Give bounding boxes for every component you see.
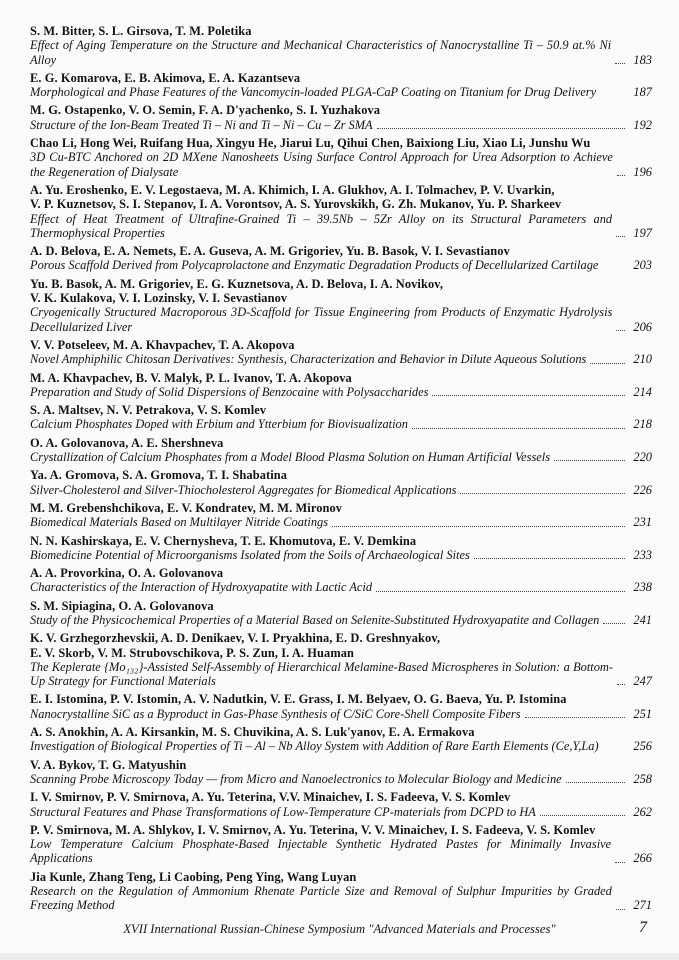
- entry-title-row: [30, 707, 652, 721]
- entry-page-number: 203: [633, 258, 652, 273]
- entry-title: Preparation and Study of Solid Dispersions of Benzocaine with Polysaccharides: [30, 384, 429, 399]
- entry-authors: Yu. B. Basok, A. M. Grigoriev, E. G. Kuznetsova, A. D. Belova, I. A. Novikov,: [30, 276, 444, 291]
- entry-authors: M. A. Khavpachev, B. V. Malyk, P. L. Ivanov, T. A. Akopova: [30, 370, 352, 385]
- entry-title-row: [30, 385, 652, 399]
- toc-entry: [30, 599, 652, 628]
- entry-title: Characteristics of the Interaction of Hydroxyapatite with Lactic Acid: [30, 580, 373, 595]
- dot-leader: [540, 815, 625, 816]
- toc-entry: [30, 244, 652, 273]
- entry-authors: K. V. Grzhegorzhevskii, A. D. Denikaev, V. I. Pryakhina, E. D. Greshnyakov,: [30, 631, 441, 646]
- entry-title-row: [30, 417, 652, 431]
- entry-authors: P. V. Smirnova, M. A. Shlykov, I. V. Smirnov, A. Yu. Teterina, V. V. Minaichev, I. S. Fadeeva, V. S. Komlev: [30, 822, 596, 837]
- entry-authors: A. A. Provorkina, O. A. Golovanova: [30, 566, 224, 581]
- entry-title-row: [30, 884, 652, 913]
- entry-page-number: 271: [633, 898, 652, 913]
- entry-title: Silver-Cholesterol and Silver-Thiocholesterol Aggregates for Biomedical Applications: [30, 482, 457, 497]
- entry-title-row: [30, 352, 652, 366]
- entry-title-row: [30, 118, 652, 132]
- entry-title: Cryogenically Structured Macroporous 3D-Scaffold for Tissue Engineering from Products of Enzymatic Hydrolysis Decellularized Liver: [30, 305, 613, 334]
- entry-authors: V. K. Kulakova, V. I. Lozinsky, V. I. Sevastianov: [30, 291, 288, 306]
- dot-leader: [525, 717, 625, 718]
- entry-authors: V. A. Bykov, T. G. Matyushin: [30, 757, 187, 772]
- entry-title: Biomedical Materials Based on Multilayer Nitride Coatings: [30, 515, 329, 530]
- entry-authors: E. G. Komarova, E. B. Akimova, E. A. Kazantseva: [30, 70, 301, 85]
- dot-leader: [460, 493, 625, 494]
- entry-authors: E. V. Skorb, V. M. Strubovschikova, P. S. Zun, I. A. Huaman: [30, 645, 355, 660]
- entry-authors: E. I. Istomina, P. V. Istomin, A. V. Nadutkin, V. E. Grass, I. M. Belyaev, O. G. Baeva, Yu. P. Istomina: [30, 692, 567, 707]
- entry-title-row: [30, 38, 652, 67]
- entry-title: Structure of the Ion-Beam Treated Ti – Ni and Ti – Ni – Cu – Zr SMA: [30, 117, 373, 132]
- toc-entry: [30, 24, 652, 67]
- entry-authors: A. S. Anokhin, A. A. Kirsankin, M. S. Chuvikina, A. S. Luk'yanov, E. A. Ermakova: [30, 725, 475, 740]
- entry-page-number: 206: [633, 319, 652, 334]
- dot-leader: [376, 591, 625, 592]
- entry-title: Crystallization of Calcium Phosphates from a Model Blood Plasma Solution on Human Artificial Vessels: [30, 450, 551, 465]
- entry-page-number: 233: [633, 547, 652, 562]
- entry-authors: S. M. Sipiagina, O. A. Golovanova: [30, 598, 214, 613]
- toc-entry: [30, 758, 652, 787]
- entry-title: Porous Scaffold Derived from Polycaprolactone and Enzymatic Degradation Products of Decellularized Cartilage: [30, 258, 599, 273]
- toc-entry: [30, 403, 652, 432]
- entry-title-row: [30, 805, 652, 819]
- entry-authors: O. A. Golovanova, A. E. Shershneva: [30, 435, 224, 450]
- toc-entry: [30, 870, 652, 913]
- toc-entries: [30, 24, 652, 913]
- entry-title: Morphological and Phase Features of the Vancomycin-loaded PLGA-CaP Coating on Titanium for Drug Delivery: [30, 85, 597, 100]
- toc-entry: [30, 692, 652, 721]
- toc-entry: [30, 436, 652, 465]
- entry-page-number: 262: [633, 804, 652, 819]
- entry-title-row: [30, 772, 652, 786]
- entry-title: The Keplerate {Mo₁₃₂}-Assisted Self-Assembly of Hierarchical Melamine-Based Microspheres in Solution: a Bottom-Up Strategy for Functional Materials: [30, 659, 613, 689]
- dot-leader: [432, 395, 625, 396]
- toc-entry: [30, 338, 652, 367]
- entry-authors: S. M. Bitter, S. L. Girsova, T. M. Poletika: [30, 24, 252, 38]
- entry-page-number: 214: [633, 384, 652, 399]
- entry-title: Investigation of Biological Properties of Ti – Al – Nb Alloy System with Addition of Rare Earth Elements (Ce,Y,La): [30, 739, 599, 754]
- entry-title: Study of the Physicochemical Properties of a Material Based on Selenite-Substituted Hydroxyapatite and Collagen: [30, 612, 600, 627]
- toc-entry: [30, 277, 652, 334]
- toc-entry: [30, 136, 652, 179]
- dot-leader: [566, 782, 625, 783]
- entry-title-row: [30, 305, 652, 334]
- entry-authors: I. V. Smirnov, P. V. Smirnova, A. Yu. Teterina, V.V. Minaichev, I. S. Fadeeva, V. S. Komlev: [30, 790, 511, 805]
- toc-entry: [30, 790, 652, 819]
- entry-page-number: 220: [633, 450, 652, 465]
- dot-leader: [377, 128, 625, 129]
- entry-authors: S. A. Maltsev, N. V. Petrakova, V. S. Komlev: [30, 403, 267, 418]
- entry-title-row: [30, 515, 652, 529]
- dot-leader: [616, 236, 625, 237]
- entry-authors: Ya. A. Gromova, S. A. Gromova, T. I. Shabatina: [30, 468, 288, 483]
- entry-authors: Chao Li, Hong Wei, Ruifang Hua, Xingyu He, Jiarui Lu, Qihui Chen, Baixiong Liu, Xiao Li, Junshu Wu: [30, 136, 591, 151]
- dot-leader: [554, 460, 625, 461]
- entry-title: Low Temperature Calcium Phosphate-Based Injectable Synthetic Hydrated Pastes for Minimally Invasive Applications: [30, 837, 612, 866]
- entry-title: Effect of Heat Treatment of Ultrafine-Grained Ti – 39.5Nb – 5Zr Alloy on its Structural Parameters and Thermophysical Properties: [30, 211, 613, 240]
- entry-title: Structural Features and Phase Transformations of Low-Temperature CP-materials from DCPD to HA: [30, 804, 536, 819]
- toc-entry: [30, 501, 652, 530]
- entry-page-number: 187: [633, 85, 652, 100]
- entry-authors: V. V. Potseleev, M. A. Khavpachev, T. A. Akopova: [30, 337, 295, 352]
- toc-entry: [30, 183, 652, 240]
- entry-page-number: 192: [633, 117, 652, 132]
- toc-entry: [30, 566, 652, 595]
- entry-title: Scanning Probe Microscopy Today — from Micro and Nanoelectronics to Molecular Biology and Medicine: [30, 771, 562, 786]
- entry-page-number: 210: [633, 352, 652, 367]
- page-footer: [0, 919, 679, 942]
- entry-page-number: 183: [633, 52, 652, 67]
- toc-entry: [30, 534, 652, 563]
- dot-leader: [616, 330, 625, 331]
- entry-title-row: [30, 483, 652, 497]
- entry-title: Nanocrystalline SiC as a Byproduct in Gas-Phase Synthesis of C/SiC Core-Shell Composite Fibers: [30, 706, 521, 721]
- toc-entry: [30, 631, 652, 688]
- toc-entry: [30, 71, 652, 100]
- dot-leader: [616, 909, 625, 910]
- entry-page-number: 231: [633, 515, 652, 530]
- dot-leader: [615, 63, 625, 64]
- entry-page-number: 218: [633, 417, 652, 432]
- footer-symposium-title: XVII International Russian-Chinese Symposium "Advanced Materials and Processes": [123, 922, 556, 936]
- entry-page-number: 241: [633, 612, 652, 627]
- entry-authors: A. D. Belova, E. A. Nemets, E. A. Guseva, A. M. Grigoriev, Yu. B. Basok, V. I. Sevastianov: [30, 244, 510, 259]
- entry-page-number: 258: [633, 771, 652, 786]
- entry-authors: M. M. Grebenshchikova, E. V. Kondratev, M. M. Mironov: [30, 500, 343, 515]
- entry-title-row: [30, 837, 652, 866]
- dot-leader: [590, 363, 625, 364]
- entry-page-number: 266: [633, 851, 652, 866]
- entry-authors: Jia Kunle, Zhang Teng, Li Caobing, Peng Ying, Wang Luyan: [30, 869, 357, 884]
- entry-title-row: [30, 85, 652, 99]
- entry-title-row: [30, 212, 652, 241]
- dot-leader: [332, 526, 625, 527]
- dot-leader: [474, 558, 625, 559]
- entry-title: Research on the Regulation of Ammonium Rhenate Particle Size and Removal of Sulphur Impurities by Graded Freezing Method: [30, 884, 612, 913]
- dot-leader: [603, 623, 625, 624]
- toc-entry: [30, 371, 652, 400]
- entry-title: 3D Cu-BTC Anchored on 2D MXene Nanosheets Using Surface Control Approach for Urea Adsorption to Achieve the Regeneration of Dialysate: [30, 150, 613, 179]
- toc-entry: [30, 103, 652, 132]
- entry-page-number: 247: [633, 674, 652, 689]
- entry-title-row: [30, 613, 652, 627]
- dot-leader: [617, 175, 625, 176]
- entry-authors: A. Yu. Eroshenko, E. V. Legostaeva, M. A. Khimich, I. A. Glukhov, A. I. Tolmachev, P. V. Uvarkin,: [30, 182, 555, 197]
- entry-page-number: 197: [633, 225, 652, 240]
- entry-page-number: 256: [633, 739, 652, 754]
- dot-leader: [617, 684, 625, 685]
- entry-authors: M. G. Ostapenko, V. O. Semin, F. A. D'yachenko, S. I. Yuzhakova: [30, 103, 381, 118]
- entry-page-number: 251: [633, 706, 652, 721]
- toc-entry: [30, 725, 652, 754]
- footer-page-number: 7: [639, 919, 647, 936]
- toc-entry: [30, 468, 652, 497]
- entry-title-row: [30, 450, 652, 464]
- entry-title-row: [30, 150, 652, 179]
- entry-page-number: 226: [633, 482, 652, 497]
- entry-title-row: [30, 258, 652, 272]
- entry-title: Novel Amphiphilic Chitosan Derivatives: Synthesis, Characterization and Behavior in Dilute Aqueous Solutions: [30, 352, 587, 367]
- entry-title-row: [30, 580, 652, 594]
- toc-entry: [30, 823, 652, 866]
- entry-title: Calcium Phosphates Doped with Erbium and Ytterbium for Biovisualization: [30, 417, 408, 432]
- dot-leader: [412, 428, 625, 429]
- entry-title-row: [30, 660, 652, 689]
- entry-authors: V. P. Kuznetsov, S. I. Stepanov, I. A. Vorontsov, A. S. Yurovskikh, G. Zh. Mukanov, Yu. P. Sharkeev: [30, 197, 562, 212]
- entry-title: Biomedicine Potential of Microorganisms Isolated from the Soils of Archaeological Sites: [30, 547, 470, 562]
- entry-title-row: [30, 548, 652, 562]
- entry-title-row: [30, 739, 652, 753]
- scan-edge-shadow: [0, 953, 679, 960]
- entry-title: Effect of Aging Temperature on the Structure and Mechanical Characteristics of Nanocrystalline Ti – 50.9 at.% Ni Alloy: [30, 38, 612, 67]
- entry-page-number: 238: [633, 580, 652, 595]
- dot-leader: [615, 862, 625, 863]
- entry-page-number: 196: [633, 164, 652, 179]
- entry-authors: N. N. Kashirskaya, E. V. Chernysheva, T. E. Khomutova, E. V. Demkina: [30, 533, 417, 548]
